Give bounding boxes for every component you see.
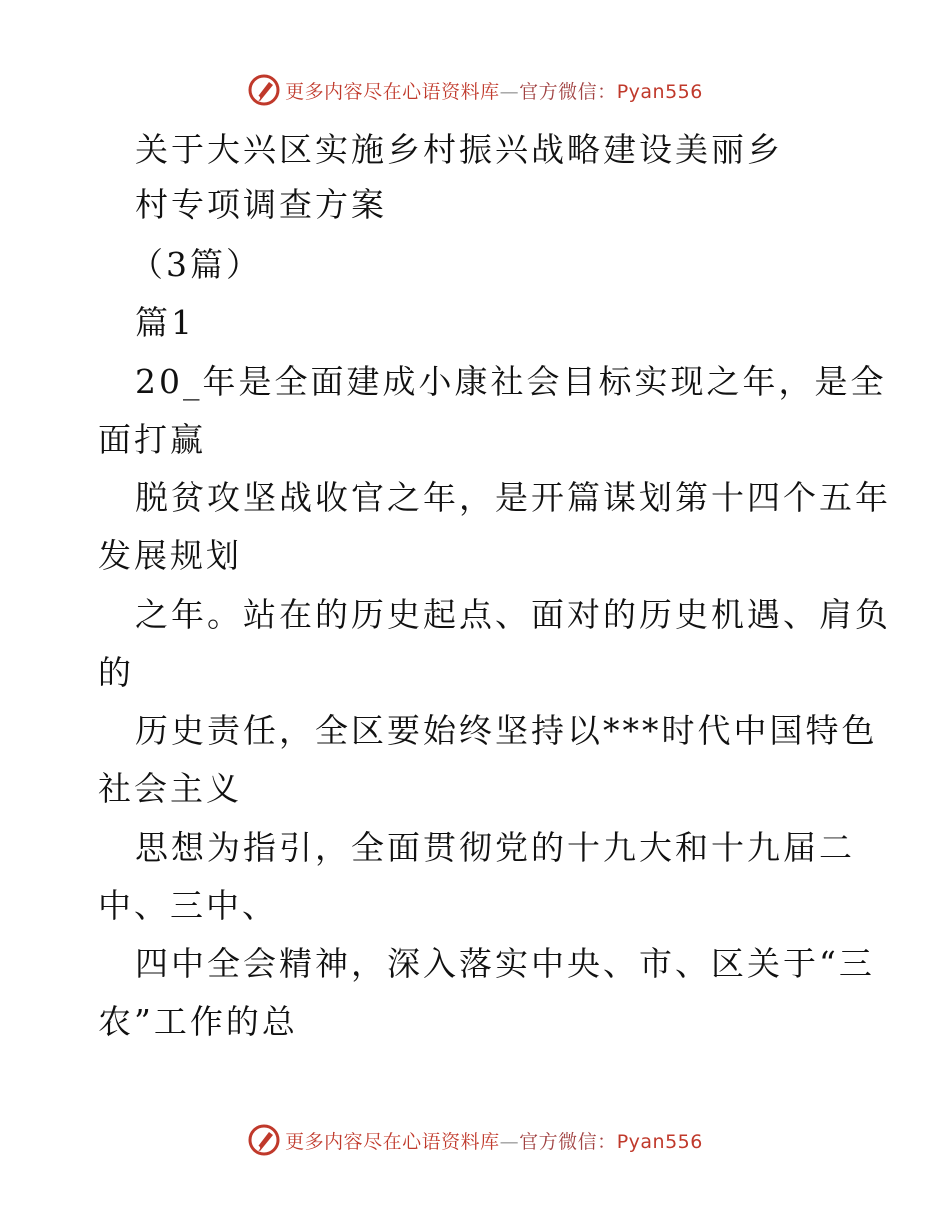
paragraph-line: 四中全会精神，深入落实中央、市、区关于“三 (135, 944, 875, 983)
section-heading: 篇1 (135, 303, 195, 342)
watermark-separator: — (499, 80, 520, 103)
pen-logo-icon (247, 73, 281, 107)
watermark-separator: — (499, 1130, 520, 1153)
paragraph-line: 社会主义 (98, 769, 242, 808)
document-title-line-2: 村专项调查方案 (135, 185, 387, 224)
paragraph-line: 之年。站在的历史起点、面对的历史机遇、肩负 (135, 595, 891, 634)
paragraph-line: 脱贫攻坚战收官之年，是开篇谋划第十四个五年 (135, 478, 891, 517)
watermark-text (285, 77, 703, 104)
footer-watermark (0, 1120, 950, 1160)
watermark-wechat-label: 官方微信： (519, 80, 617, 103)
watermark-wechat-id: Pyan556 (616, 1130, 703, 1153)
pen-logo-icon (247, 1123, 281, 1157)
paragraph-line: 20_年是全面建成小康社会目标实现之年，是全 (135, 362, 887, 401)
paragraph-line: 中、三中、 (98, 886, 278, 925)
paragraph-line: 面打赢 (98, 420, 206, 459)
watermark-wechat-id: Pyan556 (616, 80, 703, 103)
document-subtitle: （3篇） (130, 245, 262, 284)
header-watermark (0, 70, 950, 110)
watermark-wechat-label: 官方微信： (519, 1130, 617, 1153)
paragraph-line: 的 (98, 653, 134, 692)
paragraph-line: 发展规划 (98, 536, 242, 575)
watermark-title: 更多内容尽在心语资料库 (285, 1130, 500, 1153)
document-title-line-1: 关于大兴区实施乡村振兴战略建设美丽乡 (135, 130, 783, 169)
watermark-text (285, 1127, 703, 1154)
paragraph-line: 农”工作的总 (98, 1002, 298, 1041)
paragraph-line: 历史责任，全区要始终坚持以***时代中国特色 (135, 711, 878, 750)
watermark-title: 更多内容尽在心语资料库 (285, 80, 500, 103)
paragraph-line: 思想为指引，全面贯彻党的十九大和十九届二 (135, 828, 855, 867)
